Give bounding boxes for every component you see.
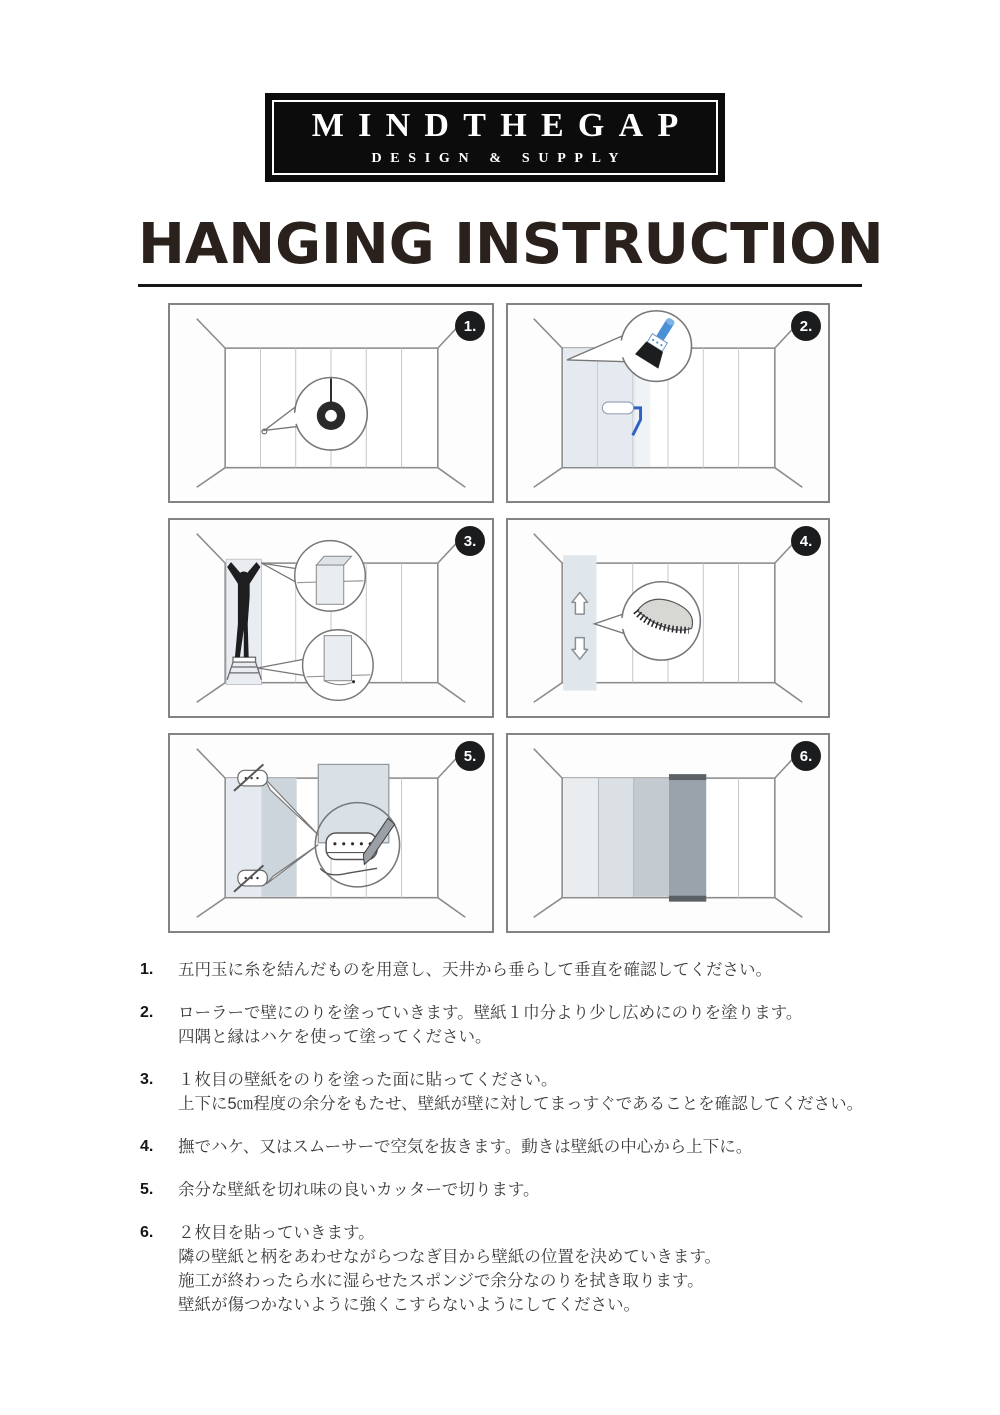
room-illustration-hang-strip xyxy=(170,520,492,716)
instruction-line: 隣の壁紙と柄をあわせながらつなぎ目から壁紙の位置を決めていきます。 xyxy=(178,1248,722,1266)
brand-logo xyxy=(265,93,725,182)
step-badge-6: 6. xyxy=(791,741,821,771)
instruction-number: 3. xyxy=(140,1071,154,1088)
logo-brand-text: MINDTHEGAP xyxy=(311,107,693,144)
room-illustration-paste xyxy=(508,305,828,501)
panel-step-6-next-strips xyxy=(506,733,830,933)
instruction-line: 上下に5㎝程度の余分をもたせ、壁紙が壁に対してまっすぐであることを確認してください。 xyxy=(178,1095,864,1113)
logo-tagline-text: DESIGN & SUPPLY xyxy=(371,151,628,166)
instruction-line: １枚目の壁紙をのりを塗った面に貼ってください。 xyxy=(178,1071,558,1089)
instruction-number: 2. xyxy=(140,1004,154,1021)
instruction-line: 壁紙が傷つかないように強くこすらないようにしてください。 xyxy=(178,1296,640,1314)
instruction-line: ローラーで壁にのりを塗っていきます。壁紙１巾分より少し広めにのりを塗ります。 xyxy=(178,1004,803,1022)
step-badge-5: 5. xyxy=(455,741,485,771)
instruction-panels-grid xyxy=(168,303,830,933)
panel-step-1-plumb-line xyxy=(168,303,494,503)
room-illustration-finished-strips xyxy=(508,735,828,931)
instruction-line: 五円玉に糸を結んだものを用意し、天井から垂らして垂直を確認してください。 xyxy=(178,961,772,979)
instruction-item-1 xyxy=(140,958,900,982)
title-underline xyxy=(138,284,862,287)
hanging-sheet xyxy=(318,764,389,842)
room-illustration-smoothing xyxy=(508,520,828,716)
instruction-list xyxy=(140,958,900,1336)
wallpaper-strips-icon xyxy=(563,774,706,901)
instruction-line: ２枚目を貼っていきます。 xyxy=(178,1224,375,1242)
instruction-number: 4. xyxy=(140,1138,154,1155)
instruction-item-2 xyxy=(140,1001,900,1049)
instruction-number: 1. xyxy=(140,961,154,978)
instruction-item-4 xyxy=(140,1135,900,1159)
page-title: HANGING INSTRUCTION xyxy=(138,212,884,277)
step-badge-2: 2. xyxy=(791,311,821,341)
instruction-item-6 xyxy=(140,1221,900,1317)
instruction-item-3 xyxy=(140,1068,900,1116)
room-illustration-plumb-line xyxy=(170,305,492,501)
panel-step-2-apply-paste xyxy=(506,303,830,503)
room-illustration-trimming xyxy=(170,735,492,931)
step-badge-3: 3. xyxy=(455,526,485,556)
step-badge-1: 1. xyxy=(455,311,485,341)
panel-step-4-smooth-air-out xyxy=(506,518,830,718)
step-badge-4: 4. xyxy=(791,526,821,556)
panel-step-3-hang-first-strip xyxy=(168,518,494,718)
panel-step-5-trim-excess xyxy=(168,733,494,933)
instruction-number: 5. xyxy=(140,1181,154,1198)
instruction-item-5 xyxy=(140,1178,900,1202)
instruction-line: 施工が終わったら水に湿らせたスポンジで余分なのりを拭き取ります。 xyxy=(178,1272,704,1290)
pasted-strip xyxy=(563,555,596,690)
instruction-line: 四隅と縁はハケを使って塗ってください。 xyxy=(178,1028,492,1046)
instruction-number: 6. xyxy=(140,1224,154,1241)
instruction-line: 余分な壁紙を切れ味の良いカッターで切ります。 xyxy=(178,1181,540,1199)
instruction-line: 撫でハケ、又はスムーサーで空気を抜きます。動きは壁紙の中心から上下に。 xyxy=(178,1138,753,1156)
